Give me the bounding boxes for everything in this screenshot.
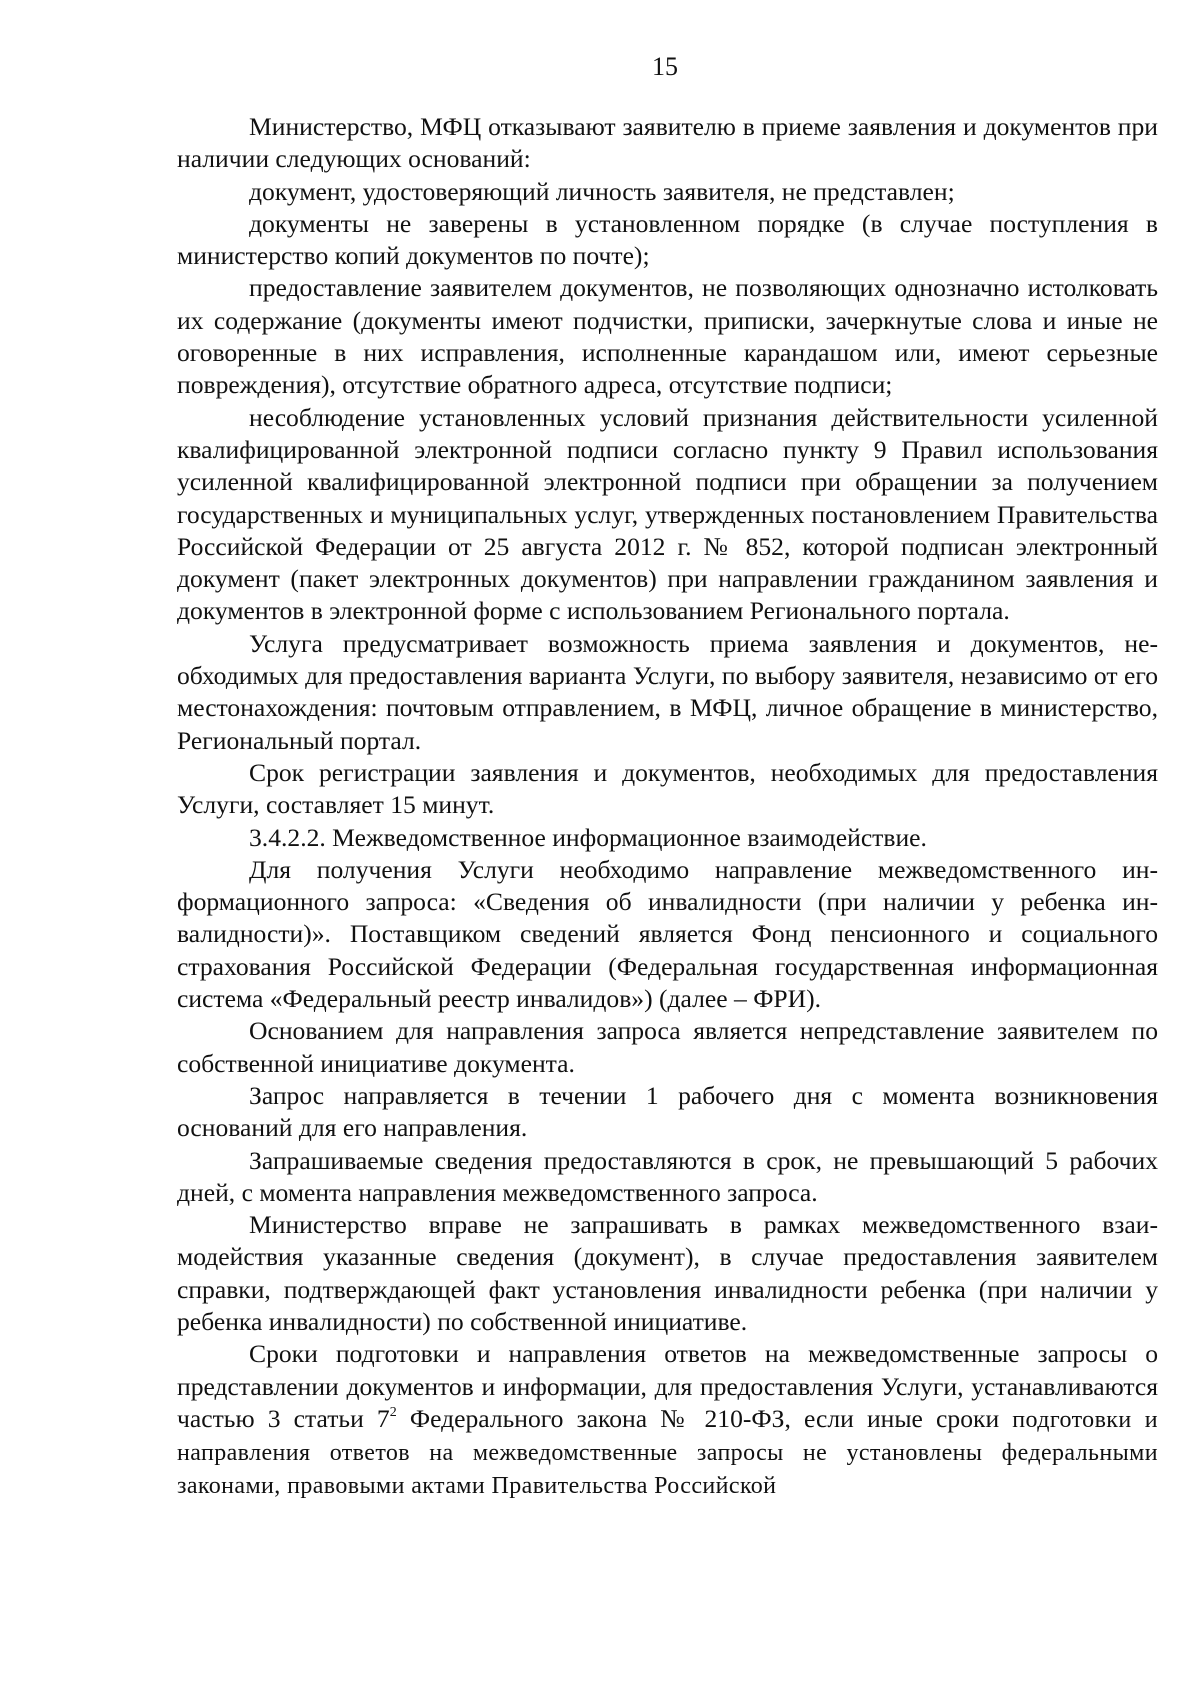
paragraph-response-deadline: Запрашиваемые сведения предоставляются в срок, не превышающий 5 рабочих дней, с момента направления межведомственного запроса.: [177, 1145, 1158, 1207]
paragraph-request-basis: Основанием для направления запроса является непредставление заявителем по собственной инициативе документа.: [177, 1016, 1158, 1078]
section-heading-interagency: 3.4.2.2. Межведомственное информационное взаимодействие.: [249, 822, 927, 852]
paragraph-interagency-request: Для получения Услуги необходимо направление межведомственного информационного запроса: «Сведения об инвалидности (при наличии у ребенка инвалидности)». Поставщиком сведений является Фонд пенсионного и социального страхования Российской Федерации (Федеральная государственная информационная система «Федеральный реестр инвалидов») (далее – ФРИ).: [177, 854, 1158, 1014]
paragraph-documents-unreadable: предоставление заявителем документов, не позволяющих однозначно истолковать их содержание (документы имеют подчистки, приписки, зачеркнутые слова и иные не оговоренные в них исправления, исполненные карандашом или, имеют серьезные повреждения), отсутствие обратного адреса, отсутствие подписи;: [177, 273, 1158, 400]
paragraph-response-terms: [177, 1338, 1158, 1502]
paragraph-refusal-grounds-intro: Министерство, МФЦ отказывают заявителю в приеме заявления и документов при наличии следующих оснований:: [177, 112, 1158, 174]
paragraph-identity-document-missing: документ, удостоверяющий личность заявителя, не представлен;: [249, 176, 955, 206]
page-number: 15: [652, 52, 678, 81]
paragraph-response-terms-part2: Федерального закона № 210-ФЗ, если иные сроки: [396, 1403, 1000, 1433]
document-body: [177, 111, 1158, 1503]
paragraph-documents-not-certified: документы не заверены в установленном порядке (в случае поступления в министерство копий документов по почте);: [177, 208, 1158, 271]
article-superscript: 2: [389, 1404, 397, 1420]
paragraph-signature-noncompliance: несоблюдение установленных условий признания действительности усиленной квалифицированной электронной подписи согласно пункту 9 Правил использования усиленной квалифицированной электронной подписи при обращении за получением государственных и муниципальных услуг, утвержденных постановлением Правительства Российской Федерации от 25 августа 2012 г. № 852, которой подписан электронный документ (пакет электронных документов) при направлении гражданином заявления и документов в электронной форме с использованием Регионального портала.: [177, 402, 1158, 626]
paragraph-application-channels: Услуга предусматривает возможность приема заявления и документов, необходимых для предоставления варианта Услуги, по выбору заявителя, независимо от его местонахождения: почтовым отправлением, в МФЦ, личное обращение в министерство, Региональный портал.: [177, 628, 1158, 755]
paragraph-request-timing: Запрос направляется в течении 1 рабочего дня с момента возникновения оснований для его направления.: [177, 1080, 1158, 1143]
paragraph-registration-time: Срок регистрации заявления и документов, необходимых для предоставления Услуги, составляет 15 минут.: [177, 757, 1158, 820]
paragraph-response-terms-part1: Сроки подготовки и направления ответов на межведомственные запросы о представлении документов и информации, для предоставления Услуги, устанавливаются частью 3 статьи 7: [177, 1339, 1158, 1433]
paragraph-ministry-discretion: Министерство вправе не запрашивать в рамках межведомственного взаимодействия указанные сведения (документ), в случае предоставления заявителем справки, подтверждающей факт установления инвалидности ребенка (при наличии у ребенка инвалидности) по собственной инициативе.: [177, 1210, 1158, 1336]
paragraph-response-terms-part3: подготовки и направления ответов на межведомственные запросы не установлены федеральными законами, правовыми актами Правительства Российской: [177, 1406, 1158, 1500]
